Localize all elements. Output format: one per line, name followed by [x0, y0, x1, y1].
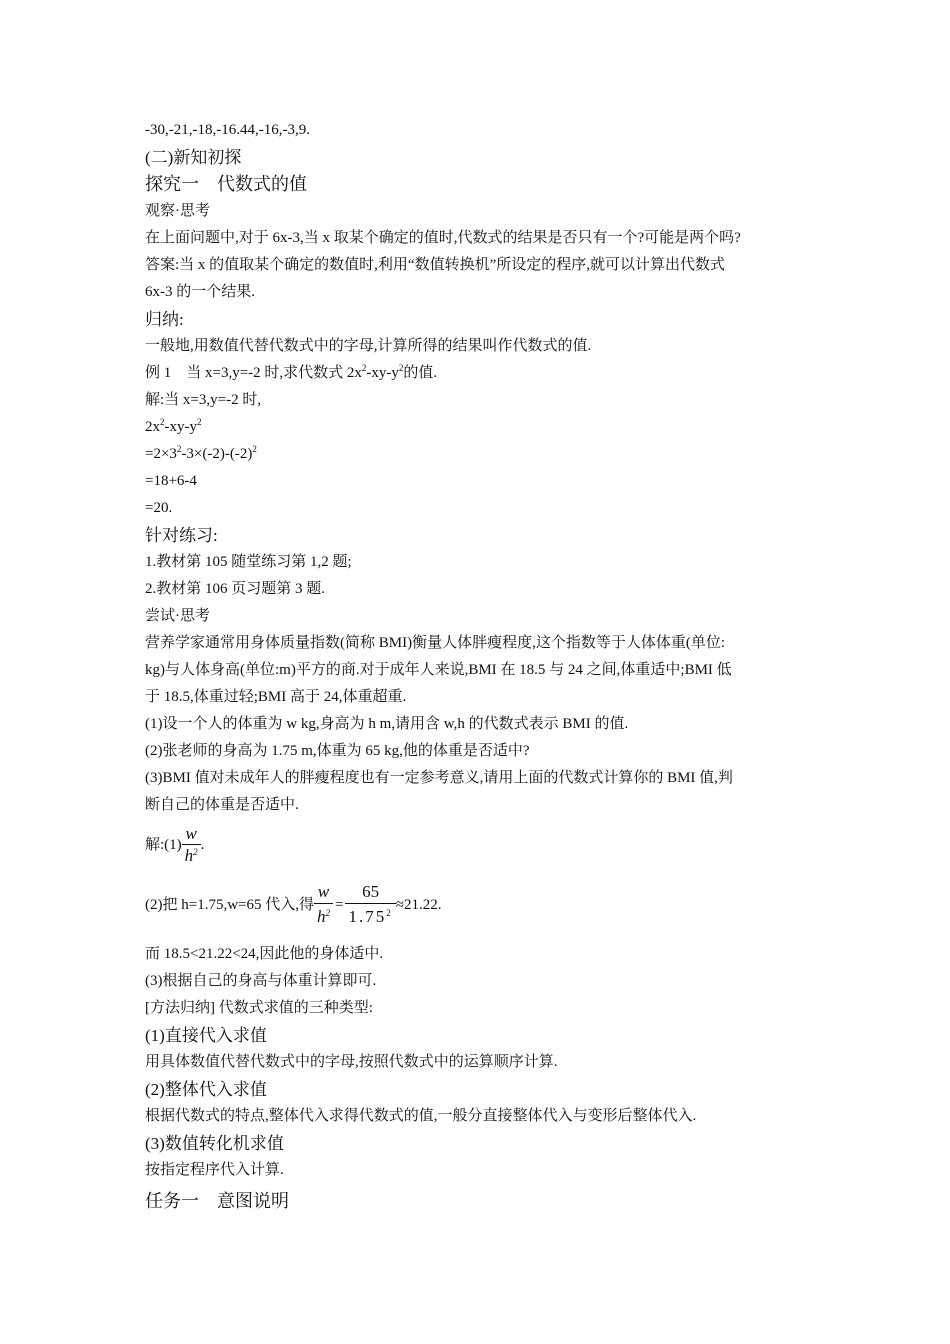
solution-intro: 解:当 x=3,y=-2 时,	[145, 392, 262, 408]
bmi-question-1: (1)设一个人的体重为 w kg,身高为 h m,请用含 w,h 的代数式表示 BMI 的值.	[145, 716, 629, 732]
solution-step-2	[145, 441, 810, 468]
approx-result: ≈21.22.	[395, 897, 442, 913]
numerator: w	[317, 882, 330, 902]
bmi-intro-3: 于 18.5,体重过轻;BMI 高于 24,体重超重.	[145, 689, 407, 705]
method-summary-label: [方法归纳] 代数式求值的三种类型:	[145, 1000, 373, 1016]
practice-item-1: 1.教材第 105 随堂练习第 1,2 题;	[145, 554, 352, 570]
exponent: 2	[386, 908, 393, 919]
practice-item-2: 2.教材第 106 页习题第 3 题.	[145, 581, 326, 597]
bmi-question-2: (2)张老师的身高为 1.75 m,体重为 65 kg,他的体重是否适中?	[145, 743, 530, 759]
numerator: 65	[362, 882, 380, 902]
exploration-heading: 探究一 代数式的值	[145, 174, 307, 194]
exponent: 2	[160, 417, 165, 427]
method-3-title: (3)数值转化机求值	[145, 1134, 284, 1153]
denominator	[314, 903, 333, 930]
conclusion-text: 而 18.5<21.22<24,因此他的身体适中.	[145, 946, 384, 962]
method-1-desc: 用具体数值代替代数式中的字母,按照代数式中的运算顺序计算.	[145, 1054, 558, 1070]
bmi-question-3b: 断自己的体重是否适中.	[145, 797, 299, 813]
bmi-intro-2: kg)与人体身高(单位:m)平方的商.对于成年人来说,BMI 在 18.5 与 24 之间,体重适中;BMI 低	[145, 662, 732, 678]
task-heading: 任务一 意图说明	[145, 1191, 289, 1211]
step-text: =2×3	[145, 446, 177, 462]
example-1	[145, 360, 810, 387]
answer-text-2: 6x-3 的一个结果.	[145, 284, 255, 300]
bmi-solution-1	[145, 819, 810, 871]
answer-3: (3)根据自己的身高与体重计算即可.	[145, 973, 377, 989]
exponent: 2	[361, 363, 367, 373]
method-2-title: (2)整体代入求值	[145, 1080, 267, 1099]
method-3-desc: 按指定程序代入计算.	[145, 1162, 284, 1178]
fraction-w-over-h2	[314, 881, 333, 930]
period: .	[200, 837, 205, 853]
exponent: 2	[193, 847, 198, 858]
solution-text: (2)把 h=1.75,w=65 代入,得	[145, 897, 314, 913]
denominator-text: h	[184, 846, 194, 866]
document-content	[145, 117, 810, 1215]
denominator	[182, 844, 201, 867]
section-heading: (二)新知初探	[145, 148, 242, 167]
numerator: w	[185, 824, 197, 844]
fraction-w-over-h2	[182, 824, 201, 867]
example-text: 的值.	[403, 365, 438, 381]
bmi-intro-1: 营养学家通常用身体质量指数(简称 BMI)衡量人体胖瘦程度,这个指数等于人体体重(单位:	[145, 635, 725, 651]
step-text: -xy-y	[164, 419, 197, 435]
try-think-label: 尝试·思考	[145, 608, 210, 624]
denominator-text: h	[317, 907, 326, 927]
fraction-65-over-175sq	[345, 881, 395, 930]
denominator	[345, 903, 395, 930]
method-1-title: (1)直接代入求值	[145, 1026, 267, 1045]
observe-think-label: 观察·思考	[145, 203, 210, 219]
practice-label: 针对练习:	[145, 526, 218, 545]
solution-step-3: =18+6-4	[145, 473, 197, 489]
answer-text-1: 答案:当 x 的值取某个确定的数值时,利用“数值转换机”所设定的程序,就可以计算出代数式	[145, 257, 725, 273]
bmi-solution-2	[145, 875, 810, 935]
solution-step-4: =20.	[145, 500, 173, 516]
bmi-question-3a: (3)BMI 值对未成年人的胖瘦程度也有一定参考意义,请用上面的代数式计算你的 BMI 值,判	[145, 770, 733, 786]
step-text: -3×(-2)-(-2)	[181, 446, 253, 462]
exponent: 2	[325, 908, 330, 919]
step-text: 2x	[145, 419, 160, 435]
method-2-desc: 根据代数式的特点,整体代入求得代数式的值,一般分直接整体代入与变形后整体代入.	[145, 1108, 697, 1124]
summary-label: 归纳:	[145, 310, 184, 329]
exponent: 2	[398, 363, 404, 373]
example-text: -xy-y	[366, 365, 399, 381]
exponent: 2	[197, 417, 202, 427]
denominator-text: 1.75	[348, 907, 387, 927]
prior-answer-list: -30,-21,-18,-16.44,-16,-3,9.	[145, 122, 310, 138]
exponent: 2	[252, 444, 257, 454]
solution-label: 解:(1)	[145, 837, 182, 853]
question-text: 在上面问题中,对于 6x-3,当 x 取某个确定的值时,代数式的结果是否只有一个?可能是两个吗?	[145, 230, 741, 246]
equals-sign: =	[335, 897, 344, 913]
example-text: 例 1 当 x=3,y=-2 时,求代数式 2x	[145, 365, 362, 381]
definition-text: 一般地,用数值代替代数式中的字母,计算所得的结果叫作代数式的值.	[145, 338, 592, 354]
exponent: 2	[176, 444, 182, 454]
solution-step-1	[145, 414, 810, 441]
